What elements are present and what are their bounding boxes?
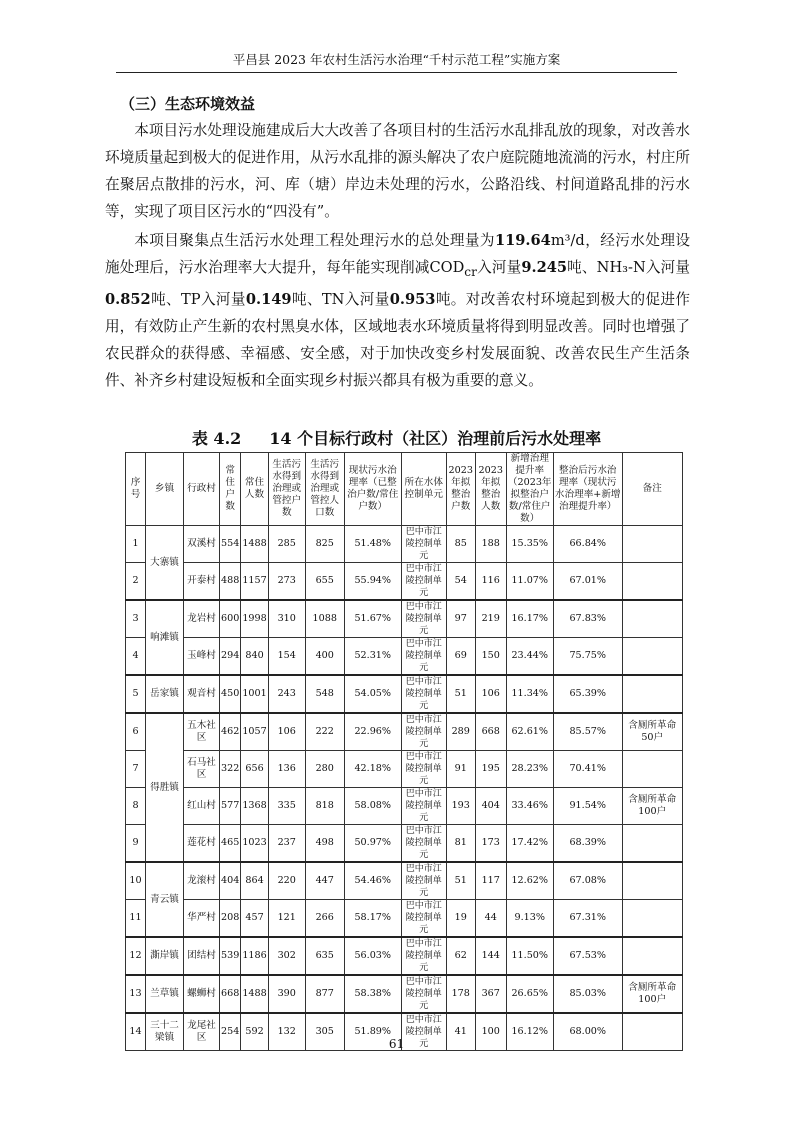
table-cell: 1157 (241, 563, 268, 601)
town-cell: 青云镇 (146, 862, 184, 937)
paragraph-1: 本项目污水处理设施建成后大大改善了各项目村的生活污水乱排乱放的现象，对改善水环境质量起到极大的促进作用，从污水乱排的源头解决了农户庭院随地流淌的污水，村庄所在聚居点散排的污水，河、库（塘）岸边未处理的污水，公路沿线、村间道路乱排的污水等，实现了项目区污水的“四没有”。 (105, 122, 690, 220)
table-cell: 62.61% (506, 713, 553, 751)
table-cell: 75.75% (553, 638, 622, 676)
table-cell: 巴中市江陵控制单元 (401, 713, 446, 751)
table-cell: 12.62% (506, 862, 553, 900)
table-cell: 10 (126, 862, 146, 900)
table-cell: 13 (126, 975, 146, 1013)
table-cell: 26.65% (506, 975, 553, 1013)
table-cell: 81 (446, 825, 475, 863)
tp-value: 0.149 (245, 290, 292, 308)
table-cell: 52.31% (344, 638, 401, 676)
table-row (126, 751, 683, 788)
table-cell: 巴中市江陵控制单元 (401, 751, 446, 788)
table-cell: 28.23% (506, 751, 553, 788)
table-cell: 554 (220, 526, 241, 563)
table-cell: 462 (220, 713, 241, 751)
column-header: 生活污水得到治理或管控户数 (268, 453, 305, 526)
table-cell: 67.01% (553, 563, 622, 601)
table-row (126, 638, 683, 676)
table-cell (622, 526, 682, 563)
subscript: cr (464, 264, 477, 279)
table-cell: 404 (220, 862, 241, 900)
table-cell (622, 751, 682, 788)
table-cell: 石马社区 (184, 751, 220, 788)
table-cell: 106 (475, 675, 506, 713)
table-cell: 1023 (241, 825, 268, 863)
table-cell: 68.00% (553, 1013, 622, 1051)
table-number: 表 4.2 (191, 429, 242, 448)
table-cell: 208 (220, 900, 241, 938)
table-cell: 42.18% (344, 751, 401, 788)
table-cell: 巴中市江陵控制单元 (401, 638, 446, 676)
table-cell (622, 937, 682, 975)
table-cell: 23.44% (506, 638, 553, 676)
column-header: 2023年拟整治人数 (475, 453, 506, 526)
table-cell: 447 (305, 862, 344, 900)
table-cell: 498 (305, 825, 344, 863)
table-cell: 16.12% (506, 1013, 553, 1051)
table-cell: 193 (446, 788, 475, 825)
table-cell: 656 (241, 751, 268, 788)
table-row (126, 825, 683, 863)
table-cell (622, 675, 682, 713)
table-cell: 840 (241, 638, 268, 676)
table-cell: 41 (446, 1013, 475, 1051)
table-cell: 11.50% (506, 937, 553, 975)
table-cell: 巴中市江陵控制单元 (401, 937, 446, 975)
cod-value: 9.245 (521, 259, 568, 276)
table-cell: 8 (126, 788, 146, 825)
table-cell: 5 (126, 675, 146, 713)
table-cell: 44 (475, 900, 506, 938)
table-cell: 273 (268, 563, 305, 601)
table-cell: 237 (268, 825, 305, 863)
table-cell: 132 (268, 1013, 305, 1051)
table-cell: 9 (126, 825, 146, 863)
table-cell: 1368 (241, 788, 268, 825)
paragraph-2 (105, 227, 690, 394)
table-cell: 173 (475, 825, 506, 863)
table-cell: 双溪村 (184, 526, 220, 563)
table-cell: 285 (268, 526, 305, 563)
town-cell: 澌岸镇 (146, 937, 184, 975)
table-cell: 70.41% (553, 751, 622, 788)
table-cell (622, 563, 682, 601)
table-cell: 457 (241, 900, 268, 938)
treatment-rate-table (125, 452, 683, 1051)
town-cell: 大寨镇 (146, 526, 184, 601)
table-cell: 302 (268, 937, 305, 975)
table-row (126, 788, 683, 825)
column-header: 乡镇 (146, 453, 184, 526)
table-cell: 577 (220, 788, 241, 825)
table-title: 14 个目标行政村（社区）治理前后污水处理率 (269, 429, 602, 448)
table-caption (0, 426, 793, 449)
table-cell: 62 (446, 937, 475, 975)
table-cell: 3 (126, 600, 146, 638)
table-cell: 825 (305, 526, 344, 563)
column-header: 所在水体控制单元 (401, 453, 446, 526)
table-cell: 294 (220, 638, 241, 676)
text: m³/d，经污水处理设施处理后，污水治理率大大提升，每年能实现削减COD (105, 232, 690, 276)
table-cell: 136 (268, 751, 305, 788)
text: 吨。对改善农村环境起到极大的促进作用，有效防止产生新的农村黑臭水体，区域地表水环境质量将得到明显改善。同时也增强了农民群众的获得感、幸福感、安全感，对于加快改变乡村发展面貌、改善农民生产生活条件、补齐乡村建设短板和全面实现乡村振兴都具有极为重要的意义。 (105, 290, 690, 389)
table-cell: 7 (126, 751, 146, 788)
table-cell: 含厕所革命100户 (622, 788, 682, 825)
table-cell: 含厕所革命50户 (622, 713, 682, 751)
table-cell: 1088 (305, 600, 344, 638)
page-number: 61 (388, 1037, 405, 1051)
table-cell: 116 (475, 563, 506, 601)
table-cell (622, 900, 682, 938)
town-cell: 兰草镇 (146, 975, 184, 1013)
column-header: 常住户数 (220, 453, 241, 526)
town-cell: 响滩镇 (146, 600, 184, 675)
table-cell: 22.96% (344, 713, 401, 751)
table-cell: 50.97% (344, 825, 401, 863)
table-cell: 含厕所革命100户 (622, 975, 682, 1013)
table-cell: 117 (475, 862, 506, 900)
table-cell: 195 (475, 751, 506, 788)
column-header: 整治后污水治理率（现状污水治理率+新增治理提升率） (553, 453, 622, 526)
table-cell: 2 (126, 563, 146, 601)
table-cell: 450 (220, 675, 241, 713)
town-cell: 三十二梁镇 (146, 1013, 184, 1051)
table-cell: 367 (475, 975, 506, 1013)
table-cell: 150 (475, 638, 506, 676)
table-cell: 19 (446, 900, 475, 938)
table-cell: 266 (305, 900, 344, 938)
table-cell: 390 (268, 975, 305, 1013)
table-cell: 335 (268, 788, 305, 825)
table-cell: 1 (126, 526, 146, 563)
table-cell: 1001 (241, 675, 268, 713)
table-cell: 12 (126, 937, 146, 975)
table-cell: 11.34% (506, 675, 553, 713)
column-header: 2023年拟整治户数 (446, 453, 475, 526)
table-cell: 67.31% (553, 900, 622, 938)
table-cell: 17.42% (506, 825, 553, 863)
table-cell: 巴中市江陵控制单元 (401, 825, 446, 863)
table-cell: 655 (305, 563, 344, 601)
column-header: 现状污水治理率（已整治户数/常住户数） (344, 453, 401, 526)
table-cell: 488 (220, 563, 241, 601)
table-cell: 巴中市江陵控制单元 (401, 600, 446, 638)
table-cell: 龙滚村 (184, 862, 220, 900)
table-cell: 莲花村 (184, 825, 220, 863)
table-cell: 404 (475, 788, 506, 825)
table-cell: 219 (475, 600, 506, 638)
table-row (126, 675, 683, 713)
table-cell: 289 (446, 713, 475, 751)
table-cell: 668 (475, 713, 506, 751)
table-cell (622, 825, 682, 863)
table-cell: 51.67% (344, 600, 401, 638)
table-cell: 85.03% (553, 975, 622, 1013)
table-cell: 100 (475, 1013, 506, 1051)
table-cell: 68.39% (553, 825, 622, 863)
table-cell: 121 (268, 900, 305, 938)
text: 本项目聚集点生活污水处理工程处理污水的总处理量为 (134, 232, 495, 249)
table-cell: 280 (305, 751, 344, 788)
column-header: 新增治理提升率（2023年拟整治户数/常住户数） (507, 453, 552, 524)
table-cell (622, 862, 682, 900)
table-cell: 11.07% (506, 563, 553, 601)
table-cell: 55.94% (344, 563, 401, 601)
table-cell: 51.89% (344, 1013, 401, 1051)
table-cell: 465 (220, 825, 241, 863)
table-cell: 188 (475, 526, 506, 563)
table-cell: 144 (475, 937, 506, 975)
table-cell: 69 (446, 638, 475, 676)
town-cell: 得胜镇 (146, 713, 184, 862)
table-cell: 观音村 (184, 675, 220, 713)
table-cell: 33.46% (506, 788, 553, 825)
table-cell (622, 600, 682, 638)
table-cell: 巴中市江陵控制单元 (401, 675, 446, 713)
table-cell: 团结村 (184, 937, 220, 975)
table-cell: 红山村 (184, 788, 220, 825)
table-cell: 243 (268, 675, 305, 713)
table-cell: 54 (446, 563, 475, 601)
table-cell: 巴中市江陵控制单元 (401, 975, 446, 1013)
section-title: （三）生态环境效益 (120, 95, 256, 113)
table-cell: 178 (446, 975, 475, 1013)
column-header: 常住人数 (241, 453, 268, 526)
table-cell: 97 (446, 600, 475, 638)
table-cell: 818 (305, 788, 344, 825)
table-cell: 巴中市江陵控制单元 (401, 862, 446, 900)
table-cell: 58.08% (344, 788, 401, 825)
town-cell: 岳家镇 (146, 675, 184, 713)
total-volume: 119.64 (494, 232, 551, 249)
table-cell: 56.03% (344, 937, 401, 975)
table-cell: 310 (268, 600, 305, 638)
table-cell: 305 (305, 1013, 344, 1051)
table-cell: 400 (305, 638, 344, 676)
table-cell: 51.48% (344, 526, 401, 563)
column-header: 备注 (622, 453, 682, 526)
table-cell: 222 (305, 713, 344, 751)
column-header: 序号 (126, 453, 146, 526)
table-cell: 66.84% (553, 526, 622, 563)
table-cell: 67.53% (553, 937, 622, 975)
tn-value: 0.953 (389, 290, 436, 308)
text: 吨、TP入河量 (150, 290, 246, 308)
table-cell: 154 (268, 638, 305, 676)
table-cell: 15.35% (506, 526, 553, 563)
table-row (126, 526, 683, 563)
table-cell: 开泰村 (184, 563, 220, 601)
table-cell (622, 638, 682, 676)
table-cell: 85 (446, 526, 475, 563)
header-rule (116, 72, 677, 73)
table-cell: 106 (268, 713, 305, 751)
table-cell: 65.39% (553, 675, 622, 713)
table-cell: 螺蛳村 (184, 975, 220, 1013)
table-cell: 91 (446, 751, 475, 788)
table-cell: 877 (305, 975, 344, 1013)
table-cell: 85.57% (553, 713, 622, 751)
table-row (126, 862, 683, 900)
table-cell: 322 (220, 751, 241, 788)
table-cell: 巴中市江陵控制单元 (401, 563, 446, 601)
table-cell: 58.38% (344, 975, 401, 1013)
column-header: 行政村 (184, 453, 220, 526)
table-cell: 龙尾社区 (184, 1013, 220, 1051)
table-cell: 635 (305, 937, 344, 975)
table-row (126, 937, 683, 975)
table-cell: 539 (220, 937, 241, 975)
table-cell: 龙岩村 (184, 600, 220, 638)
table-row (126, 975, 683, 1013)
table-cell: 51 (446, 675, 475, 713)
table-cell: 14 (126, 1013, 146, 1051)
table-cell: 51 (446, 862, 475, 900)
table-cell: 1057 (241, 713, 268, 751)
table-cell: 1998 (241, 600, 268, 638)
table-cell: 54.05% (344, 675, 401, 713)
text: 入河量 (476, 259, 522, 276)
table-cell: 58.17% (344, 900, 401, 938)
text: 吨、NH₃-N入河量 (567, 259, 690, 276)
running-header: 平昌县 2023 年农村生活污水治理“千村示范工程”实施方案 (232, 52, 561, 67)
table-cell: 67.08% (553, 862, 622, 900)
table-cell: 6 (126, 713, 146, 751)
table-cell: 巴中市江陵控制单元 (401, 900, 446, 938)
table-cell: 玉峰村 (184, 638, 220, 676)
table-cell: 1488 (241, 526, 268, 563)
table-cell: 668 (220, 975, 241, 1013)
table-cell: 9.13% (506, 900, 553, 938)
table-cell: 11 (126, 900, 146, 938)
table-cell: 54.46% (344, 862, 401, 900)
table-row (126, 563, 683, 601)
table-cell: 91.54% (553, 788, 622, 825)
table-row (126, 900, 683, 938)
table-cell: 五木社区 (184, 713, 220, 751)
table-cell: 巴中市江陵控制单元 (401, 526, 446, 563)
table-row (126, 713, 683, 751)
table-cell: 16.17% (506, 600, 553, 638)
text: 吨、TN入河量 (291, 290, 390, 308)
table-cell: 548 (305, 675, 344, 713)
table-cell: 67.83% (553, 600, 622, 638)
nh3n-value: 0.852 (105, 290, 151, 308)
table-cell: 220 (268, 862, 305, 900)
table-cell: 254 (220, 1013, 241, 1051)
table-cell: 592 (241, 1013, 268, 1051)
table-cell: 巴中市江陵控制单元 (401, 788, 446, 825)
table-cell: 600 (220, 600, 241, 638)
table-cell: 4 (126, 638, 146, 676)
table-cell: 1186 (241, 937, 268, 975)
table-cell: 864 (241, 862, 268, 900)
table-cell: 华严村 (184, 900, 220, 938)
table-cell: 1488 (241, 975, 268, 1013)
table-cell: 巴中市江陵控制单元 (401, 1013, 446, 1051)
table-row (126, 600, 683, 638)
column-header: 生活污水得到治理或管控人口数 (305, 453, 344, 526)
